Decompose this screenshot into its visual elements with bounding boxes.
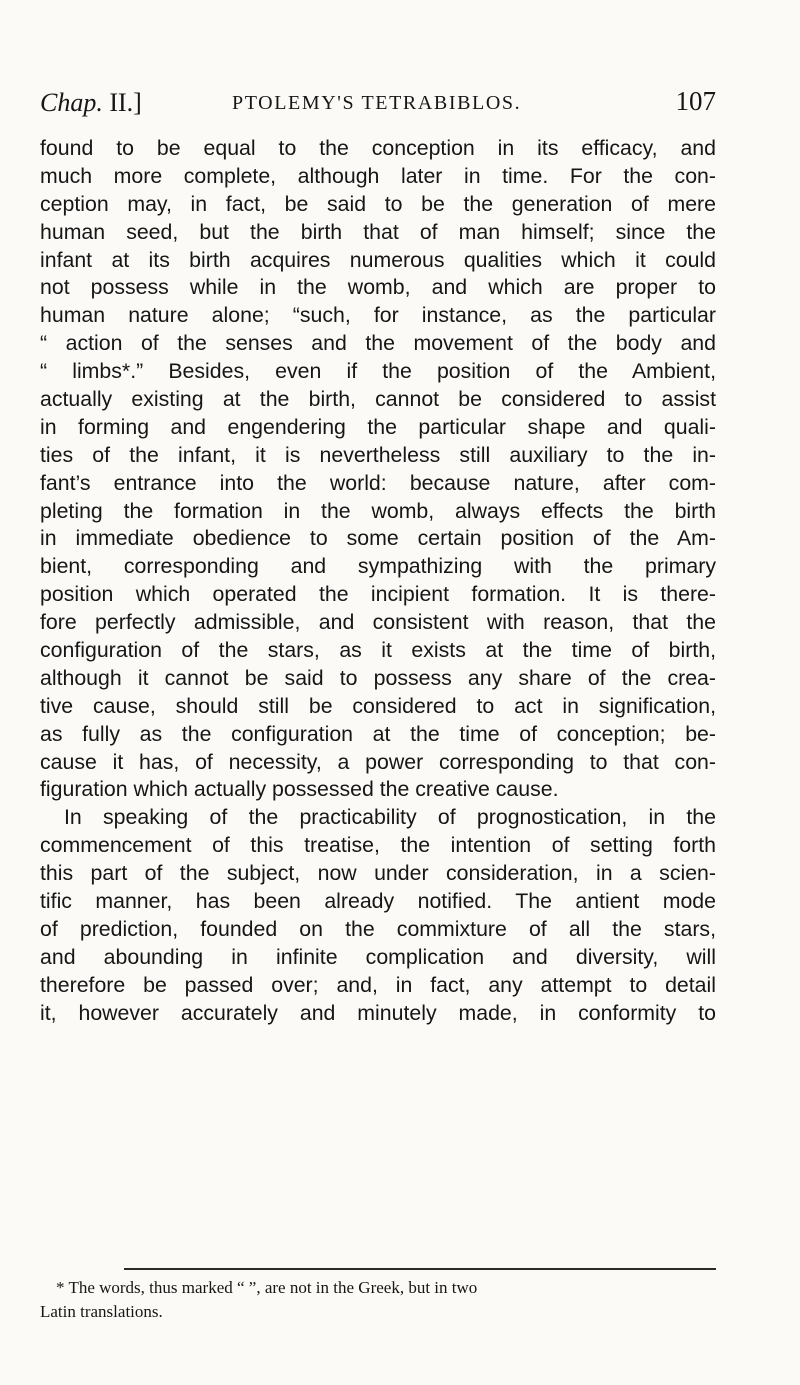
text-line: in immediate obedience to some certain position of the Am- bbox=[40, 526, 716, 551]
text-line: and abounding in infinite complication and diversity, will bbox=[40, 944, 716, 969]
text-line: as fully as the configuration at the time of conception; be- bbox=[40, 721, 716, 746]
page-number: 107 bbox=[675, 86, 716, 116]
text-line: ties of the infant, it is nevertheless still auxiliary to the in- bbox=[40, 442, 716, 467]
book-page bbox=[40, 0, 716, 1385]
text-line: cause it has, of necessity, a power corresponding to that con- bbox=[40, 749, 716, 774]
text-line: it, however accurately and minutely made, in conformity to bbox=[40, 1000, 716, 1025]
text-line: this part of the subject, now under consideration, in a scien- bbox=[40, 861, 716, 886]
text-line: pleting the formation in the womb, always effects the birth bbox=[40, 498, 716, 523]
text-line: therefore be passed over; and, in fact, any attempt to detail bbox=[40, 972, 716, 997]
text-line: ception may, in fact, be said to be the generation of mere bbox=[40, 191, 716, 216]
text-line: fant’s entrance into the world: because nature, after com- bbox=[40, 470, 716, 495]
text-line: “ action of the senses and the movement of the body and bbox=[40, 331, 716, 356]
body-text bbox=[40, 135, 716, 1028]
chapter-reference bbox=[40, 88, 142, 118]
text-line: fore perfectly admissible, and consistent with reason, that the bbox=[40, 610, 716, 635]
paragraph-start-line: In speaking of the practicability of prognostication, in the bbox=[64, 805, 716, 830]
text-line: commencement of this treatise, the intention of setting forth bbox=[40, 833, 716, 858]
text-line: configuration of the stars, as it exists at the time of birth, bbox=[40, 638, 716, 663]
paragraph-end-line: figuration which actually possessed the creative cause. bbox=[40, 777, 559, 802]
text-line: human seed, but the birth that of man himself; since the bbox=[40, 219, 716, 244]
text-line: tific manner, has been already notified. The antient mode bbox=[40, 889, 716, 914]
text-line: although it cannot be said to possess any share of the crea- bbox=[40, 665, 716, 690]
running-title: PTOLEMY'S TETRABIBLOS. bbox=[232, 92, 522, 114]
footnote bbox=[40, 1276, 716, 1324]
text-line: much more complete, although later in time. For the con- bbox=[40, 163, 716, 188]
text-line: actually existing at the birth, cannot be considered to assist bbox=[40, 387, 716, 412]
text-line: found to be equal to the conception in its efficacy, and bbox=[40, 136, 716, 160]
text-line: not possess while in the womb, and which are proper to bbox=[40, 275, 716, 300]
footnote-line: Latin translations. bbox=[40, 1302, 163, 1321]
text-line: “ limbs*.” Besides, even if the position of the Ambient, bbox=[40, 359, 716, 384]
text-line: position which operated the incipient formation. It is there- bbox=[40, 582, 716, 607]
footnote-rule bbox=[124, 1268, 716, 1270]
text-line: infant at its birth acquires numerous qualities which it could bbox=[40, 247, 716, 272]
footnote-line: * The words, thus marked “ ”, are not in the Greek, but in two bbox=[56, 1278, 478, 1297]
text-line: tive cause, should still be considered to act in signification, bbox=[40, 693, 716, 718]
text-line: of prediction, founded on the commixture of all the stars, bbox=[40, 916, 716, 941]
running-head bbox=[40, 88, 716, 128]
text-line: in forming and engendering the particular shape and quali- bbox=[40, 414, 716, 439]
text-line: bient, corresponding and sympathizing with the primary bbox=[40, 554, 716, 579]
text-line: human nature alone; “such, for instance, as the particular bbox=[40, 303, 716, 328]
chapter-label: Chap. bbox=[40, 88, 103, 117]
chapter-number: II.] bbox=[109, 88, 142, 117]
